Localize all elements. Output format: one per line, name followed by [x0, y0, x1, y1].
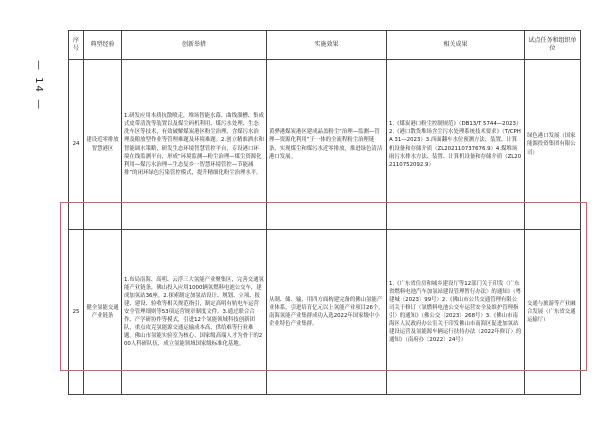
header-pilot-task-unit: 试点任务和组织单位	[525, 31, 581, 60]
implementation-effect: 从制、储、输、用四方面构建完备的佛山氢能产业体系，引进培育亿元以上氢能产业项目26个，南海氢能产业集群成功入选2022年国家级中小企业特色产业集群。	[267, 230, 387, 395]
typical-experience: 健全氢能交通产业链条	[84, 230, 122, 395]
header-serial-number: 序号	[69, 31, 84, 60]
pilot-task-unit: 绿色港口发展（国家能源投资集团有限公司）	[525, 60, 581, 230]
related-results: 1.《广东省住房和城乡建设厅等12部门关于印发〈广东省燃料电池汽车加氢站建设管理暂行办法〉的通知》（粤建城〔2023〕99号）2.《佛山市公共交通管理有限公司关于修订〈氢燃料电池公交车运营安全及维护管理指引〉的通知》（佛公交〔2023〕268号）3.《佛山市南海区人民政府办公室关于印发佛山市南海区促进加氢站建设运营及氢能源车辆运行扶持办法（2022年修订）的通知》（南府办〔2022〕24号）	[387, 230, 525, 395]
header-implementation-effect: 实施效果	[267, 31, 387, 60]
header-typical-experience: 典型经验	[84, 31, 122, 60]
pilot-task-unit: 交通与旅游等产业融合发展（广东省交通运输厅）	[525, 230, 581, 395]
innovation-measures: 1.布局南海、高明、云浮三大氢能产业聚集区，完善交通氢能产业链条，佛山投入应用1000辆氢燃料电池公交车，建成加氢站36座。2.探索制定加氢站设计、规划、立项、报建、建设、验收等相关规范指引，制定高明有轨电车运营安全管理细则等53项运营规章制度文件。3.通过联合合作、产学研协作等模式，引进12个氢能领域科技创新团队，重点攻克氢能源交通运输成本高、供给难等行业难题。佛山市氢能实验室为核心、国家级高端人才为骨干的200人科研队伍，成立氢能领域国家级标准化基地。	[122, 230, 267, 395]
table-row-24	[69, 60, 581, 230]
table-row-25	[69, 230, 581, 395]
implementation-effect: 黄骅港煤炭港区建成晶盖粉尘“治理—监测—管理—资源化利用”于一体的全流程粉尘治理链条，实现煤尘和煤污水近零排放，推进绿色清洁港口发展。	[267, 60, 387, 230]
table-header-row	[69, 31, 581, 60]
pilot-experience-table	[68, 30, 581, 395]
innovation-measures: 1.研发应用本质抗散喷走，堆场智能水幕、曲线溜槽、集成式皮带清洗等装置以及煤尘码机利用、煤污水处理、生态洗车区等技术，有效破解煤炭港区粉尘治理、含煤污水治理及粮放型作业等管理难题及环境难题。2.创立精准洒水和智能调水策略，研发生态环境智慧管控平台，专设港口环境在线监测平台，形成“环境监测—粉尘治理—煤尘资源化利用—煤污水治理—生态复乡一智慧环境管控—节能减排”的闭环绿色污染管控模式，提升精细化粉尘治理水平。	[122, 60, 267, 230]
header-related-results: 相关成果	[387, 31, 525, 60]
typical-experience: 建设近零排放智慧港区	[84, 60, 122, 230]
row-number: 25	[69, 230, 84, 395]
row-number: 24	[69, 60, 84, 230]
header-innovation-measures: 创新举措	[122, 31, 267, 60]
related-results: 1.《煤炭港口粉尘控制规范》（DB13/T 5744—2023）2.《港口散货堆场含尘污水处理系统技术要求》（T/CPHA 31—2023）3.西面翻车水位预测方法、装置、计算机设备和存储介质（ZL202110737676.9）4.煤堆场雨污水排水方法、装置、计算机设备和存储介质（ZL202110752092.9）	[387, 60, 525, 230]
page-number: — 14 —	[33, 60, 44, 112]
